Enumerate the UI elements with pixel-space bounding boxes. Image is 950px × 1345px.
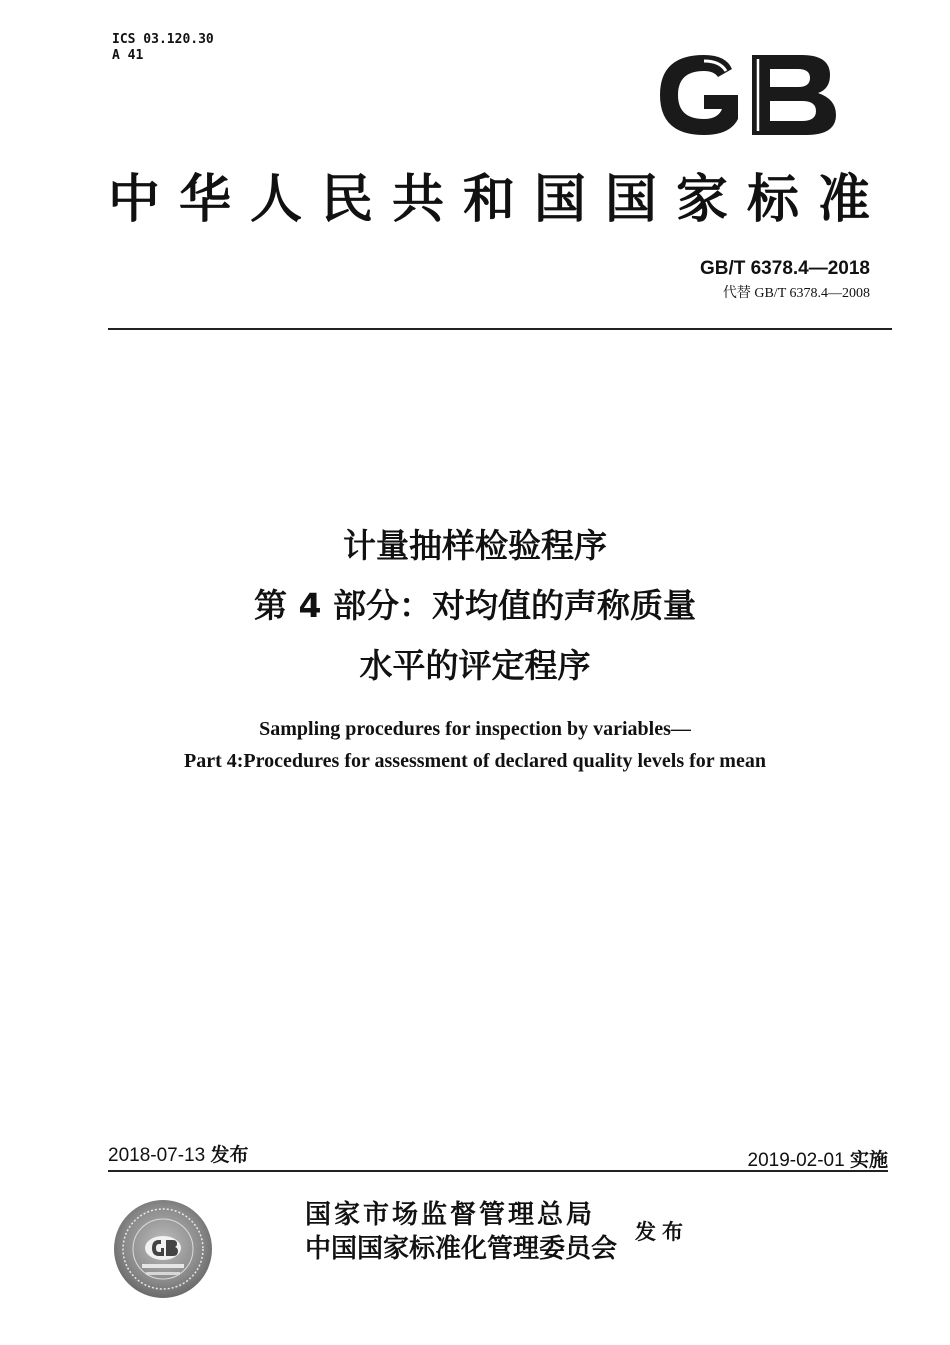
issue-date-value: 2018-07-13 (108, 1145, 206, 1166)
header-divider (108, 328, 892, 330)
issue-date-label: 发布 (210, 1144, 249, 1166)
chinese-title-line-2: 第 4 部分：对均值的声称质量 (254, 586, 696, 625)
issuing-organizations (305, 1198, 617, 1266)
issuer-samr: 国家市场监督管理总局 (305, 1200, 596, 1230)
national-standard-title: 中华人民共和国国家标准 (108, 169, 890, 230)
ics-code: ICS 03.120.30 (112, 32, 214, 47)
chinese-title-line-3: 水平的评定程序 (359, 646, 591, 685)
english-title-line-1: Sampling procedures for inspection by variables— (259, 718, 691, 740)
ccs-code: A 41 (112, 48, 144, 63)
implementation-date-label: 实施 (849, 1149, 888, 1171)
replaces-standard: 代替 GB/T 6378.4—2008 (722, 286, 870, 301)
gb-standard-logo-icon (652, 45, 842, 145)
implementation-date (748, 1145, 889, 1172)
footer-divider (108, 1170, 888, 1172)
anti-counterfeit-seal-icon (112, 1198, 214, 1300)
english-title-line-2: Part 4:Procedures for assessment of declared quality levels for mean (184, 750, 766, 772)
issue-date (108, 1140, 249, 1167)
chinese-title-line-1: 计量抽样检验程序 (343, 526, 607, 565)
issuer-sac: 中国国家标准化管理委员会 (305, 1234, 618, 1264)
classification-codes (112, 32, 214, 64)
implementation-date-value: 2019-02-01 (747, 1150, 845, 1171)
publish-label: 发布 (635, 1219, 689, 1244)
standard-number: GB/T 6378.4—2018 (699, 258, 870, 279)
